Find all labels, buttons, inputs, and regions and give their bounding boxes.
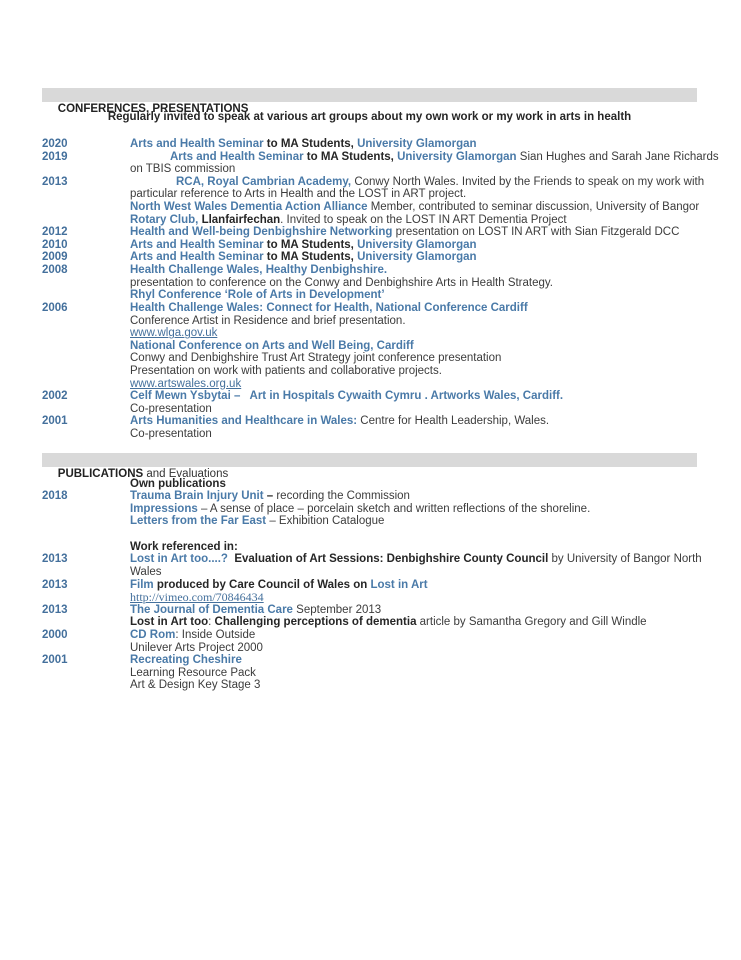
section-header-publications [42,453,697,480]
entry-year: 2000 [42,628,68,641]
entry-row [42,251,697,264]
entry-row [42,340,697,353]
entry-year [42,163,130,176]
entry-row [42,214,697,227]
entry-content [130,176,704,189]
entry-bold-text: to MA Students, [266,238,358,251]
entry-content [130,591,264,604]
entry-content [130,251,477,264]
entry-row [42,315,697,328]
entry-year [42,378,130,391]
section-title: CONFERENCES, PRESENTATIONS [57,103,249,115]
entry-row [42,616,697,629]
section-title-rest: and Evaluations [143,467,229,480]
entry-year [42,566,130,579]
entry-content [130,490,410,503]
entry-year [42,277,130,290]
entry-text: Presentation on work with patients and collaborative projects. [130,364,442,377]
entry-content [130,340,414,353]
entry-title: University Glamorgan [397,150,520,163]
entry-year: 2001 [42,415,68,428]
entry-text: presentation on LOST IN ART with Sian Fitzgerald DCC [395,226,680,239]
entry-row [42,302,697,315]
entry-year [42,642,130,655]
entry-text: Conference Artist in Residence and brief presentation. [130,314,406,327]
entry-row [42,365,697,378]
entry-content [130,679,260,692]
entry-year [42,503,130,516]
entry-content [130,604,381,617]
entry-title: Lost in Art too....? [130,553,235,566]
entry-row [42,667,697,680]
entry-text: September 2013 [296,603,382,616]
entry-row [42,289,697,302]
entry-title: Arts and Health Seminar [130,251,267,264]
entry-text: : Inside Outside [175,628,256,641]
entry-year [42,365,130,378]
entry-text: Sian Hughes and Sarah Jane Richards [519,150,719,163]
entry-year [42,679,130,692]
entry-title: Health and Well-being Denbighshire Networking [130,226,396,239]
entry-title: Celf Mewn Ysbytai – Art in Hospitals Cywaith Cymru . Artworks Wales, Cardiff. [130,390,564,403]
entry-year [42,403,130,416]
entry-row [42,428,697,441]
entry-row [42,390,697,403]
entry-row [42,553,702,566]
entry-year: 2012 [42,226,68,239]
entry-year [42,327,130,340]
entry-content [130,390,563,403]
entry-text: presentation to conference on the Conwy and Denbighshire Arts in Health Strategy. [130,276,553,289]
entry-title: Letters from the Far East [130,515,270,528]
entry-bold-text: Evaluation of Art Sessions: Denbighshire County Council [234,553,552,566]
entry-content [130,629,255,642]
entry-title: University Glamorgan [357,251,477,264]
entry-row [42,277,697,290]
entry-text: on TBIS commission [130,163,236,176]
entry-row [42,679,697,692]
entry-text: Wales [130,565,162,578]
entry-title: Health Challenge Wales: Connect for Health, National Conference Cardiff [130,301,528,314]
entry-row [42,503,697,516]
entry-year [42,541,130,554]
entry-row [42,239,697,252]
entry-text: Co-presentation [130,402,212,415]
entry-content [130,315,406,328]
entry-text: Conwy and Denbighshire Trust Art Strategy joint conference presentation [130,352,502,365]
entry-title: Trauma Brain Injury Unit [130,490,267,503]
entry-year: 2002 [42,390,68,403]
entry-title: Rhyl Conference ‘Role of Arts in Development’ [130,289,385,302]
entry-row [42,541,697,554]
entry-content [130,289,385,302]
entry-row [42,226,697,239]
entry-content [130,188,466,201]
entry-row [42,188,697,201]
conference-entries [42,138,719,441]
entry-title: National Conference on Arts and Well Being, Cardiff [130,339,414,352]
entry-year [42,667,130,680]
entry-row [42,264,697,277]
entry-year [42,340,130,353]
entry-text: – Exhibition Catalogue [269,515,385,528]
entry-bold-text: Own publications [130,477,226,490]
entry-text: Unilever Arts Project 2000 [130,641,263,654]
vimeo-link[interactable]: http://vimeo.com/70846434 [130,590,264,605]
entry-year: 2013 [42,578,68,591]
entry-text: Member, contributed to seminar discussion, University of Bangor [370,201,700,214]
entry-row [42,378,697,391]
entry-content [130,616,647,629]
entry-title: Film [130,578,157,591]
entry-year [42,214,130,227]
entry-bold-text: Lost in Art too [130,616,209,629]
entry-row [42,163,697,176]
entry-text: . Invited to speak on the LOST IN ART Dementia Project [280,213,567,226]
section-header-conferences [42,88,697,115]
entry-row [42,629,697,642]
entry-year: 2010 [42,238,68,251]
website-link[interactable]: www.wlga.gov.uk [130,327,218,340]
entry-title: University Glamorgan [357,138,477,150]
entry-bold-text: – [266,490,277,503]
entry-row [42,478,697,491]
entry-year [42,515,130,528]
entry-year [42,201,130,214]
entry-content [130,415,549,428]
entry-year [42,528,130,541]
entry-title: Health Challenge Wales, Healthy Denbighshire. [130,264,388,277]
entry-content [130,503,590,516]
entry-year: 2009 [42,251,68,264]
entry-year [42,289,130,302]
entry-title: University Glamorgan [357,238,477,251]
entry-content [130,327,217,340]
entry-content [130,528,133,541]
entry-content [130,553,702,566]
entry-bold-text: to MA Students, [306,150,398,163]
entry-title: CD Rom [130,628,176,641]
entry-year: 2013 [42,603,68,616]
entry-year [42,591,130,604]
entry-year: 2001 [42,654,68,667]
entry-bold-text: Llanfairfechan [201,213,281,226]
entry-content [130,214,567,227]
entry-year: 2019 [42,150,68,163]
entry-text: Learning Resource Pack [130,666,256,679]
entry-year [42,428,130,441]
entry-content [130,151,719,164]
entry-text: recording the Commission [276,490,410,503]
entry-bold-text: produced by Care Council of Wales on [156,578,371,591]
entry-content [130,667,256,680]
entry-bold-text: to MA Students, [266,138,358,150]
entry-year: 2008 [42,264,68,277]
entry-title: Arts and Health Seminar [130,138,267,150]
entry-title: Lost in Art [370,578,428,591]
entry-content [130,138,477,151]
entry-title: Arts and Health Seminar [130,238,267,251]
entry-content [130,352,501,365]
entry-content [130,642,263,655]
entry-row [42,403,697,416]
entry-year [42,478,130,491]
entry-text: : [208,616,215,629]
entry-content [130,201,699,214]
entry-row [42,138,697,151]
entry-text: Conwy North Wales. Invited by the Friends to speak on my work with [354,175,705,188]
entry-text: article by Samantha Gregory and Gill Windle [419,616,647,629]
entry-text: Centre for Health Leadership, Wales. [360,415,550,428]
entry-content [130,226,679,239]
entry-year: 2020 [42,138,68,150]
entry-content [130,428,212,441]
entry-row [42,490,697,503]
entry-title: Rotary Club, [130,213,202,226]
entry-text: – A sense of place – porcelain sketch and written reflections of the shoreline. [200,502,591,515]
entry-row [42,201,700,214]
entry-content [130,378,241,391]
entry-content [130,515,384,528]
entry-row [42,175,705,189]
entry-title: Arts Humanities and Healthcare in Wales: [130,415,361,428]
entry-bold-text: Work referenced in: [130,540,238,553]
entry-row [42,515,697,528]
entry-content [130,239,477,252]
entry-title: North West Wales Dementia Action Alliance [130,201,371,214]
entry-row [42,150,719,164]
website-link[interactable]: www.artswales.org.uk [130,377,242,390]
entry-text: Co-presentation [130,428,212,441]
entry-year [42,315,130,328]
entry-year [42,188,130,201]
publication-entries [42,477,702,692]
entry-title: Arts and Health Seminar [170,150,307,163]
entry-title: The Journal of Dementia Care [130,603,297,616]
entry-text: Art & Design Key Stage 3 [130,679,261,692]
entry-content [130,365,442,378]
section-title: PUBLICATIONS [57,467,144,480]
entry-content [130,541,238,554]
entry-text: by University of Bangor North [551,553,702,566]
entry-year: 2013 [42,175,68,188]
entry-row [42,327,697,340]
entry-title: Recreating Cheshire [130,654,242,667]
entry-year [42,352,130,365]
entry-row [42,566,697,579]
entry-year: 2006 [42,301,68,314]
entry-row [42,591,697,604]
entry-content [130,654,242,667]
intro-line: Regularly invited to speak at various art groups about my own work or my work in arts in health [107,111,632,123]
entry-bold-text: Challenging perceptions of dementia [214,616,420,629]
entry-row [42,654,697,667]
entry-bold-text: to MA Students, [266,251,358,264]
entry-content [130,277,553,290]
entry-year [42,616,130,629]
entry-content [130,163,235,176]
entry-text: particular reference to Arts in Health and the LOST in ART project. [130,188,467,201]
entry-content [130,566,162,579]
entry-content [130,478,226,491]
entry-row [42,528,697,541]
entry-year: 2018 [42,490,68,503]
entry-title: Impressions [130,502,201,515]
entry-content [130,264,387,277]
entry-row [42,352,697,365]
entry-content [130,302,528,315]
entry-content [130,403,212,416]
entry-row [42,415,697,428]
entry-title: RCA, Royal Cambrian Academy, [176,175,355,188]
entry-row [42,642,697,655]
entry-row [42,604,697,617]
entry-year: 2013 [42,553,68,566]
